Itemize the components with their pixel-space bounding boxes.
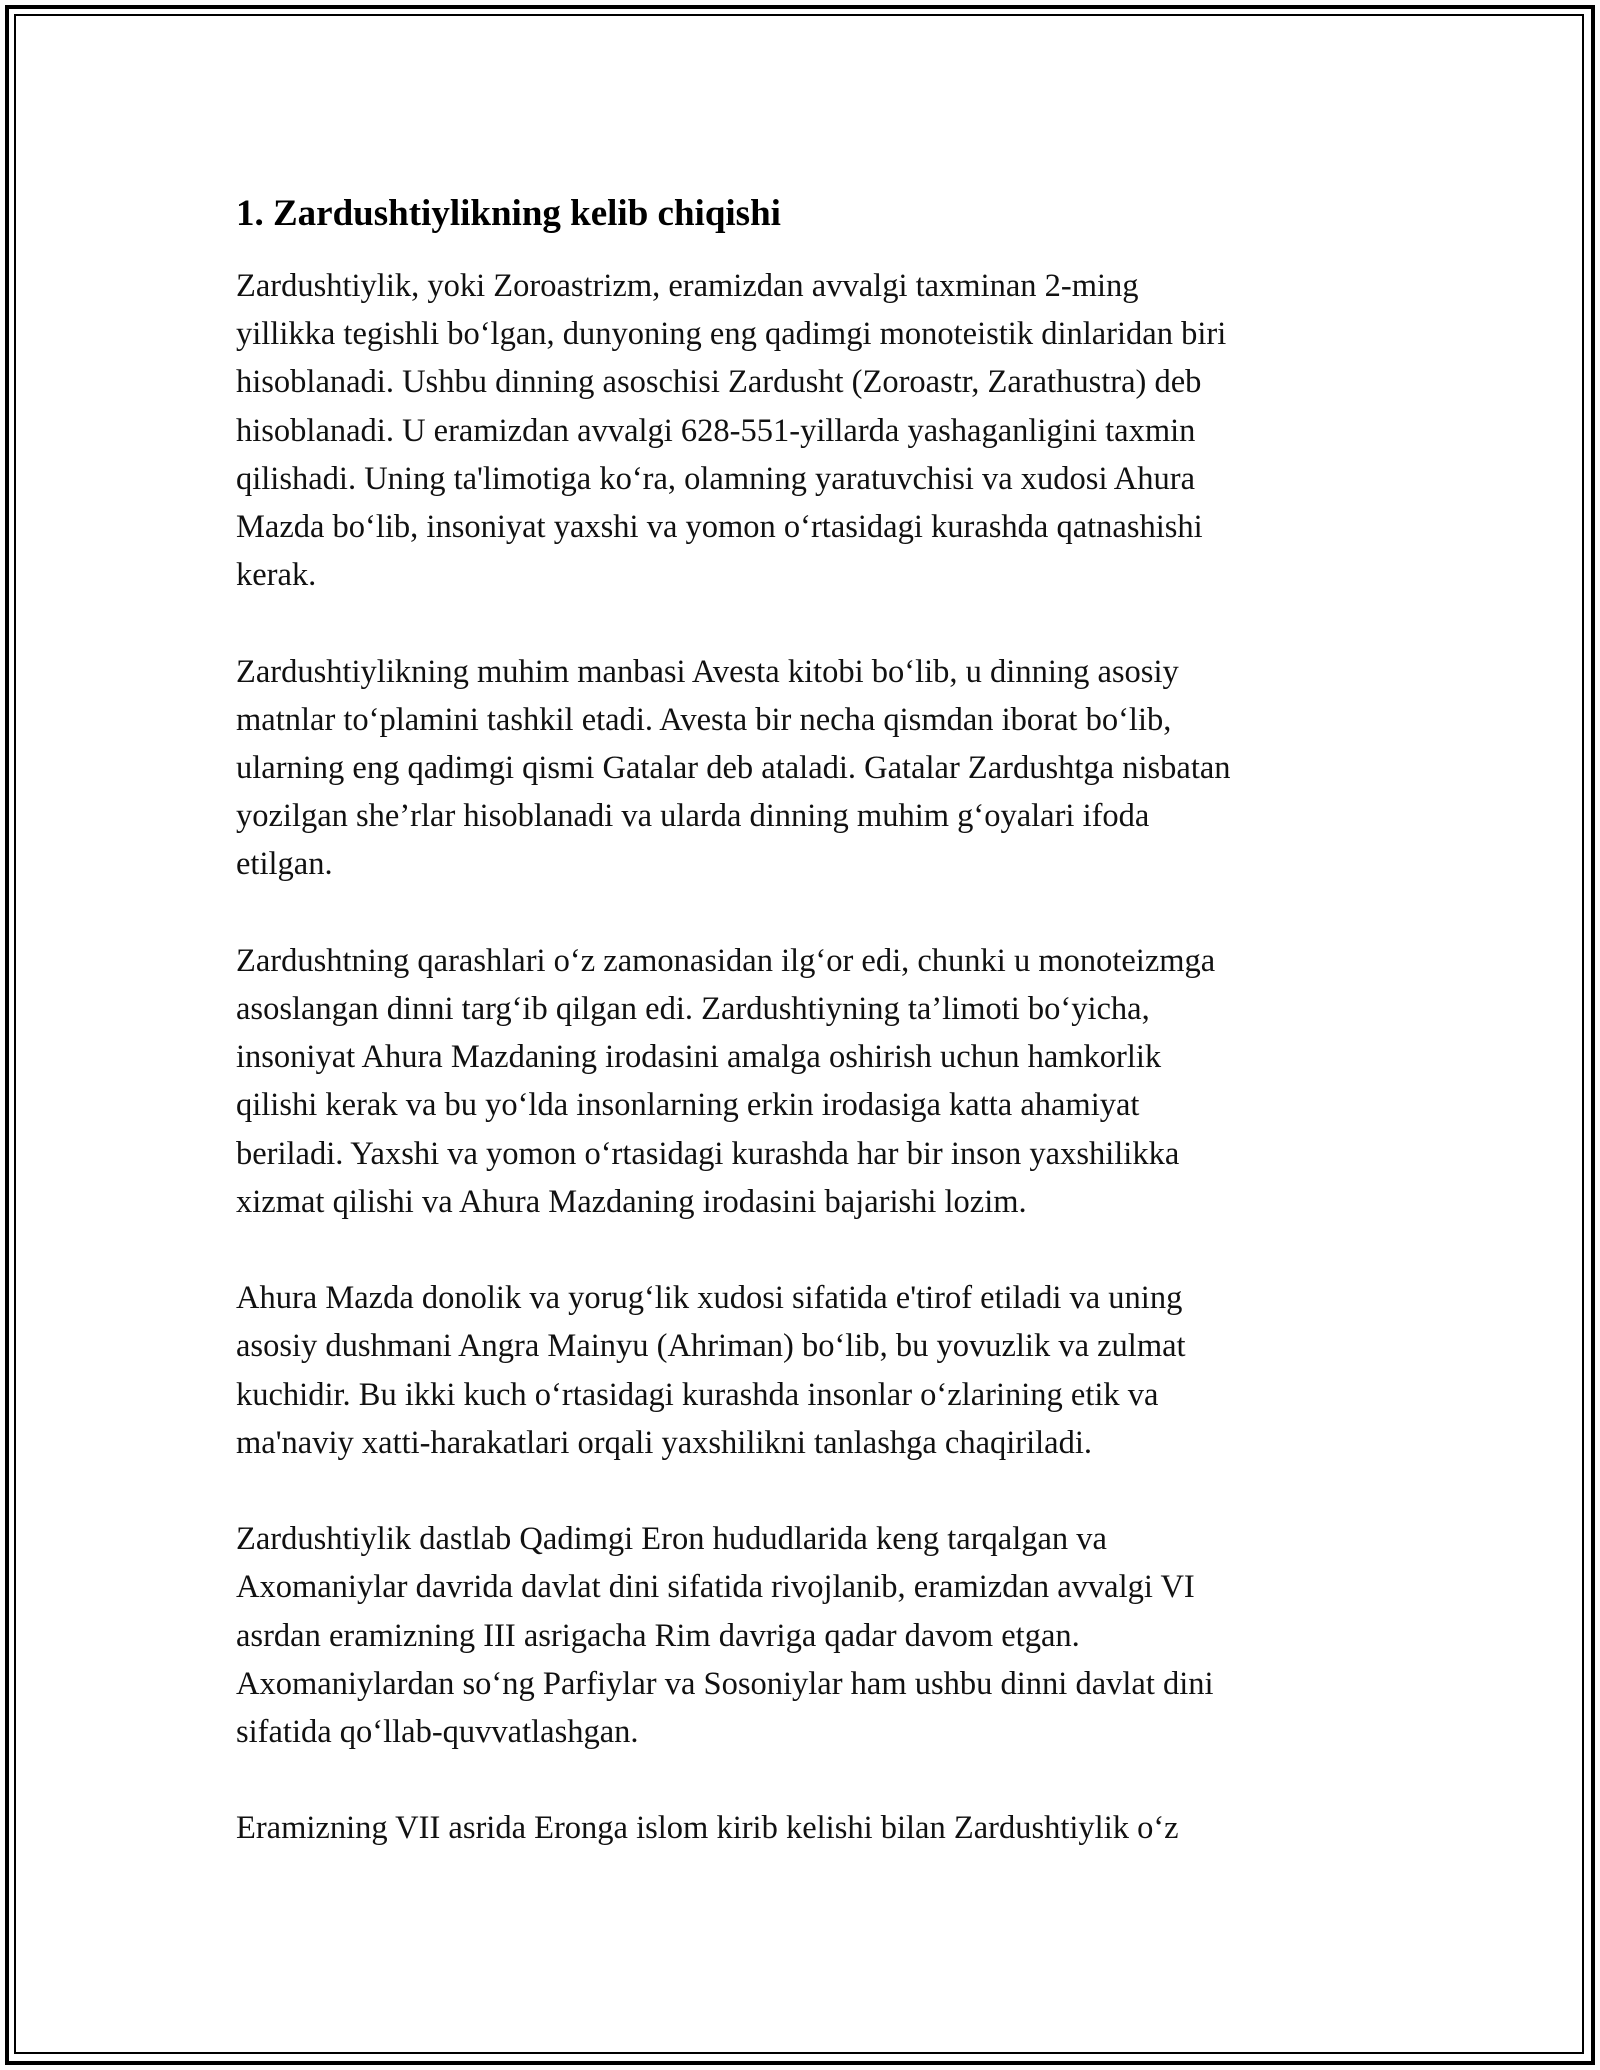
- paragraph-avesta: Zardushtiylikning muhim manbasi Avesta kitobi bo‘lib, u dinning asosiy matnlar to‘plamini tashkil etadi. Avesta bir necha qismdan iborat bo‘lib, ularning eng qadimgi qismi Gatalar deb ataladi. Gatalar Zardushtga nisbatan yozilgan she’rlar hisoblanadi va ularda dinning muhim g‘oyalari ifoda etilgan.: [236, 653, 1231, 883]
- document-body: [236, 190, 1366, 1901]
- paragraph-spread: Zardushtiylik dastlab Qadimgi Eron hududlarida keng tarqalgan va Axomaniylar davrida davlat dini sifatida rivojlanib, eramizdan avvalgi VI asrdan eramizning III asrigacha Rim davriga qadar davom etgan. Axomaniylardan so‘ng Parfiylar va Sosoniylar ham ushbu dinni davlat dini sifatida qo‘llab-quvvatlashgan.: [236, 1521, 1214, 1751]
- paragraph-ahura-mazda: Ahura Mazda donolik va yorug‘lik xudosi sifatida e'tirof etiladi va uning asosiy dushmani Angra Mainyu (Ahriman) bo‘lib, bu yovuzlik va zulmat kuchidir. Bu ikki kuch o‘rtasidagi kurashda insonlar o‘zlarining etik va ma'naviy xatti-harakatlari orqali yaxshilikni tanlashga chaqiriladi.: [236, 1280, 1186, 1461]
- paragraph-origin: Zardushtiylik, yoki Zoroastrizm, eramizdan avvalgi taxminan 2-ming yillikka tegishli bo‘lgan, dunyoning eng qadimgi monoteistik dinlaridan biri hisoblanadi. Ushbu dinning asoschisi Zardusht (Zoroastr, Zarathustra) deb hisoblanadi. U eramizdan avvalgi 628-551-yillarda yashaganligini taxmin qilishadi. Uning ta'limotiga ko‘ra, olamning yaratuvchisi va xudosi Ahura Mazda bo‘lib, insoniyat yaxshi va yomon o‘rtasidagi kurashda qatnashishi kerak.: [236, 268, 1227, 594]
- paragraph-islam: Eramizning VII asrida Eronga islom kirib kelishi bilan Zardushtiylik o‘z: [236, 1810, 1179, 1847]
- paragraph-teachings: Zardushtning qarashlari o‘z zamonasidan ilg‘or edi, chunki u monoteizmga asoslangan dinni targ‘ib qilgan edi. Zardushtiyning ta’limoti bo‘yicha, insoniyat Ahura Mazdaning irodasini amalga oshirish uchun hamkorlik qilishi kerak va bu yo‘lda insonlarning erkin irodasiga katta ahamiyat beriladi. Yaxshi va yomon o‘rtasidagi kurashda har bir inson yaxshilikka xizmat qilishi va Ahura Mazdaning irodasini bajarishi lozim.: [236, 942, 1216, 1220]
- section-heading: 1. Zardushtiylikning kelib chiqishi: [236, 193, 781, 234]
